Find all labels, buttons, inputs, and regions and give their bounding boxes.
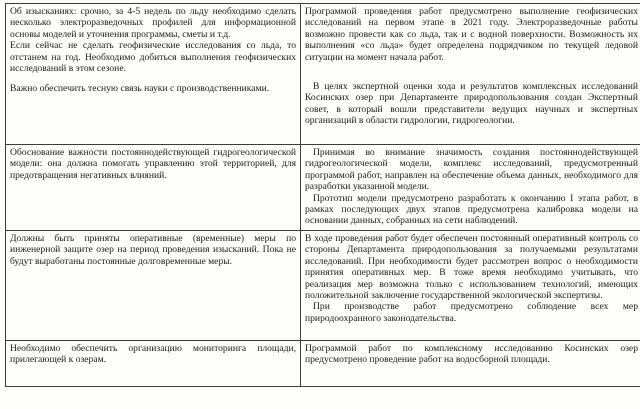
paragraph: Программой работ по комплексному исследованию Косинских озер предусмотрено проведение работ на водосборной площади. [305,343,638,366]
paragraph: Если сейчас не сделать геофизические исследования со льда, то отстанем на год. Необходимо добиться выполнения геофизических исследований в этом сезоне. [10,40,296,75]
paragraph: Программой проведения работ предусмотрено выполнение геофизических исследований на первом этапе в 2021 году. Электроразведочные работы возможно провести как со льда, так и с водной поверхности. Возможность их выполнения «со льда» будет определена подрядчиком по текущей ледовой ситуации на момент начала работ. [305,6,638,63]
paragraph: В целях экспертной оценки хода и результатов комплексных исследований Косинских озер при Департаменте природопользования создан Экспертный совет, в который вошли представители ведущих научных и экспертных организаций в области гидрологии, гидрогеологии. [305,81,638,127]
table-row [6,341,640,387]
paragraph: Необходимо обеспечить организацию мониторинга площади, прилегающей к озерам. [10,343,296,366]
paragraph: Обоснование важности постояннодействующей гидрогеологической модели: она должна помогать управлению этой территорией, для предотвращения негативных влияний. [10,147,296,181]
table-row [6,4,640,145]
paragraph: Прототип модели предусмотрено разработать к окончанию I этапа работ, в рамках последующих двух этапов предусмотрена калибровка модели на основании данных, собранных на сети наблюдений. [305,192,638,227]
table-cell-response [301,4,640,145]
table-cell-response [301,341,640,387]
table-cell-response [301,145,640,231]
table-cell-comment [6,341,301,387]
table-row [6,145,640,231]
response-table [5,3,640,387]
table-cell-comment [6,145,301,231]
paragraph: В ходе проведения работ будет обеспечен постоянный оперативный контроль со стороны Департамента природопользования за получаемыми результатами исследований. При необходимости будет рассмотрен вопрос о необходимости принятия оперативных мер. В тоже время необходимо учитывать, что реализация мер возможна только с использованием технологий, имеющих положительной заключение государственной экологической экспертизы. [305,233,638,302]
paragraph: Важно обеспечить тесную связь науки с производственниками. [10,83,270,95]
paragraph: Должны быть приняты оперативные (временные) меры по инженерной защите озер на период проведения изысканий. Пока не будут выработаны постоянные долговременные меры. [10,233,296,267]
paragraph: Об изысканиях: срочно, за 4-5 недель по льду необходимо сделать несколько электроразведочных профилей для информационной основы моделей и уточнения программы, сметы и т.д. [10,6,296,40]
table-cell-comment [6,231,301,341]
paragraph: При производстве работ предусмотрено соблюдение всех мер природоохранного законодательства. [305,301,638,324]
paragraph: Принимая во внимание значимость создания постояннодействующей гидрогеологической модели, комплекс исследований, предусмотренный программой работ, направлен на обеспечение объема данных, необходимого для разработки указанной модели. [305,147,638,193]
table-row [6,231,640,341]
table-cell-response [301,231,640,341]
table-cell-comment [6,4,301,145]
